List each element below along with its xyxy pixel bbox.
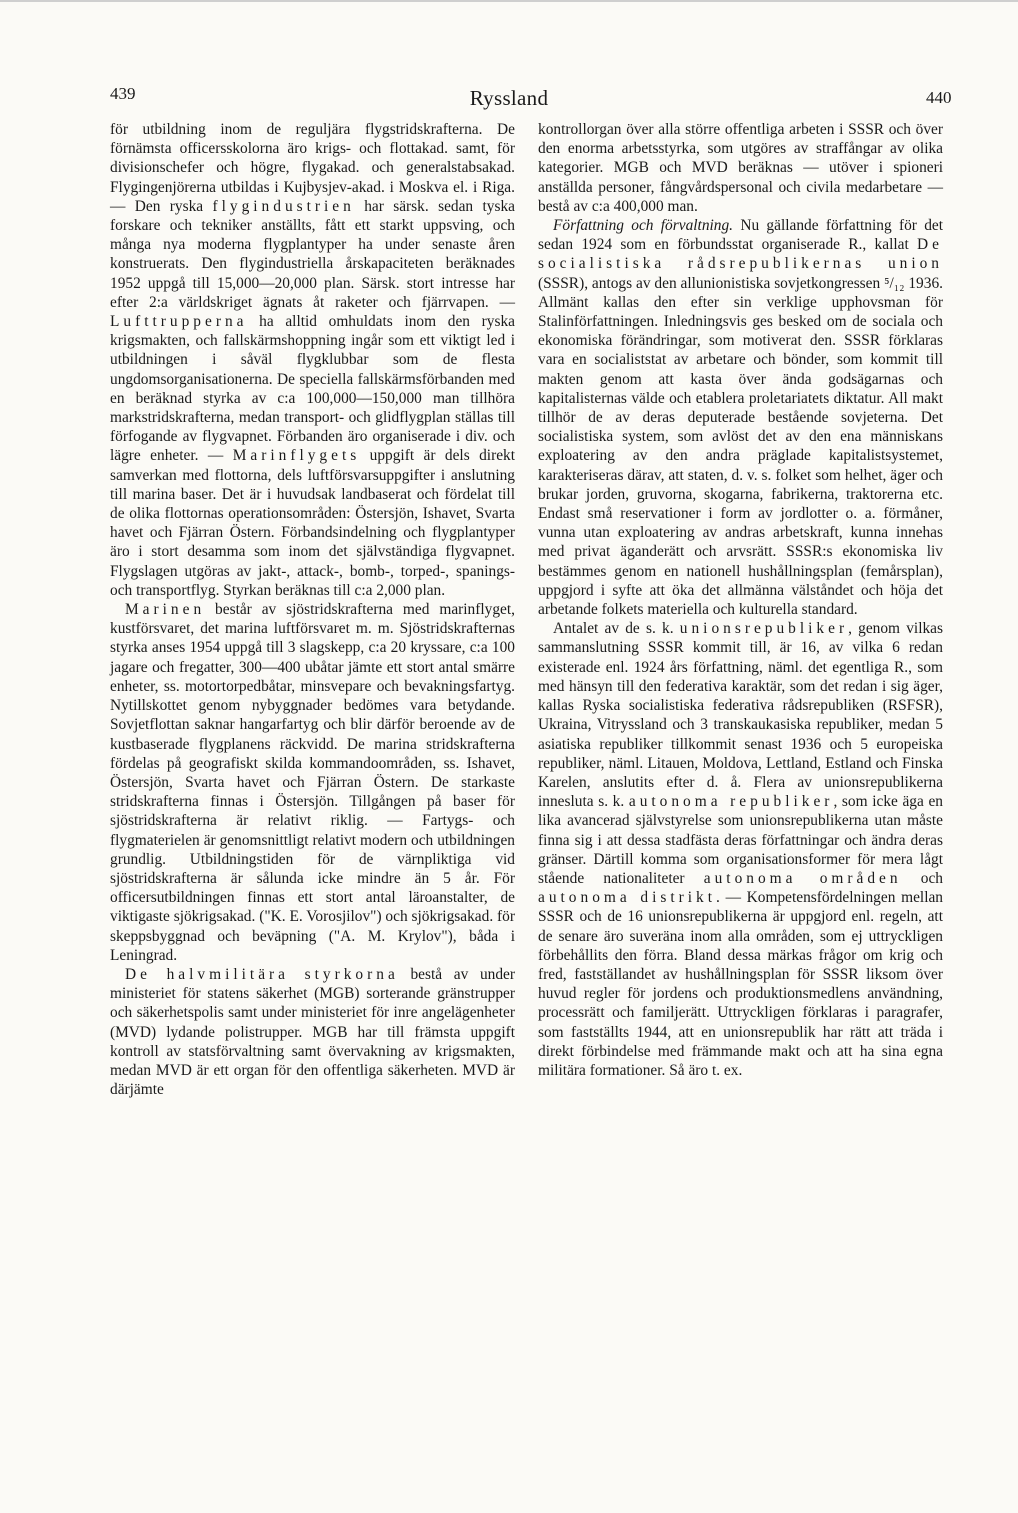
text-run: . — Kompetensfördelningen mellan SSSR och de 16 unionsrepublikerna är uppgjord enl. regeln, att de senare äro suveräna inom alla områden, som ej uttryckligen förbehållits den förra. Bland dessa märkas frågor om krig och fred, fastställandet av hushållningsplan för SSSR liksom över huvud regler för jordens och produktionsmedlens användning, processrätt och familjerätt. Uttryckligen förklaras i paragrafer, som fastställts 1944, att en unionsrepublik har rätt att träda i direkt förbindelse med främmande makt och att ha sina egna militära formationer. Så äro t. ex. — [538, 889, 943, 1079]
right-page-number: 440 — [926, 88, 952, 107]
left-column — [110, 120, 515, 1099]
paragraph — [538, 120, 943, 216]
spaced-term: De halvmilitära styrkorna — [125, 965, 399, 983]
top-border-line — [0, 0, 1018, 2]
text-run: (SSSR), antogs av den allunionistiska sovjetkongressen ⁵/₁₂ 1936. Allmänt kallas den efter sin verklige upphovsman för Stalinförfattningen. Inledningsvis ges besked om de sociala och ekonomiska förändringar, som motiverat den. SSSR förklaras vara en socialiststat av arbetare och bönder, som kommit till makten genom att kasta över ända godsägarnas och kapitalisternas välde och etablera proletariatets diktatur. All makt tillhör de av deras deputerade bestående sovjeterna. Det socialistiska system, som avlöst det av den ena människans exploatering av den andra präglade kapitalistsystemet, karakteriseras därav, att staten, d. v. s. folket som helhet, äger och brukar jorden, gruvorna, skogarna, fabrikerna, traktorerna etc. Endast små reservationer i form av jordlotter o. a. förmåner, vunna utan exploatering av andras arbetskraft, kunna innehas med privat äganderätt och arvsrätt. SSSR:s ekonomiska liv bestämmes genom en nationell hushållningsplan (femårsplan), uppgjord i syfte att öka det allmänna välståndet och höja det arbetande folkets materiella och kulturella standard. — [538, 274, 943, 619]
text-run: Nu gällande författning för det sedan 1924 som en förbundsstat organiserade R., kallat — [538, 217, 943, 254]
spaced-term: autonoma republiker — [628, 793, 834, 811]
running-head: Ryssland — [469, 86, 549, 110]
text-run: har särsk. sedan tyska forskare och tekniker anställts, fått ett starkt uppsving, och många nya moderna flygplantyper ha under senaste åren konstruerats. Den flygindustriella årskapaciteten beräknades 1952 uppgå till 15,000—20,000 plan. Särsk. stort intresse har efter 2:a världskriget ägnats åt raketer och fjärrvapen. — — [110, 197, 515, 311]
text-run: , genom vilkas sammanslutning SSSR kommit till, är 16, av vilka 6 redan existerade enl. 1924 års författning, näml. det egentliga R., som med hänsyn till den federativa karaktär, som det redan i sig äger, kallas Ryska socialistiska federativa rådsrepubliken (RSFSR), Ukraina, Vitryssland och 3 transkaukasiska republiker, medan 5 asiatiska republiker tillkommit senast 1936 och 5 europeiska republiker, näml. Litauen, Moldova, Lettland, Estland och Finska Karelen, anslutits efter d. å. Flera av unionsrepublikerna inneslutа s. k. — [538, 620, 943, 811]
spaced-term: De socialistiska rådsrepublikernas union — [538, 236, 943, 273]
spaced-term: Marinen — [125, 601, 206, 619]
spaced-term: Lufttrupperna — [110, 313, 248, 331]
paragraph — [110, 600, 515, 965]
text-run: består av sjöstridskrafterna med marinflyget, kustförsvaret, det marina luftförsvaret m. m. Sjöstridskrafternas styrka anses 1954 uppgå till 3 slagskepp, c:a 20 kryssare, c:a 100 jagare och fregatter, 300—400 ubåtar jämte ett stort antal smärre enheter, ss. motortorpedbåtar, minsvepare och bevakningsfartyg. Nytillskottet genom nybyggnader bedömes vara betydande. Sovjetflottan saknar hangarfartyg och blir därför beroende av de kustbaserade flygplanens räckvidd. De marina stridskrafterna fördelas på geografiskt skilda kommandoområden, ss. Ishavet, Östersjön, Svarta havet och Fjärran Östern. De starkaste stridskrafterna finnas i Östersjön. Tillgången på baser för sjöstridskrafterna är relativt riklig. — Fartygs- och flygmaterielen är genomsnittligt relativt modern och utbildningen grundlig. Utbildningstiden för de värnpliktiga vid sjöstridskrafterna är sålunda icke mindre än 5 år. För officersutbildningen finnas ett stort antal läroanstalter, de viktigaste sjökrigsakad. ("K. E. Vorosjilov") och sjökrigsakad. för skeppsbyggnad och beväpning ("A. M. Krylov"), båda i Leningrad. — [110, 601, 515, 964]
text-run: , som icke äga en lika avancerad självstyrelse som unionsrepublikerna utan måste finna sig i att dessa stadfästa deras författningar och ändra deras gränser. Därtill komma som organisationsformer för mera lågt stående nationaliteter — [538, 793, 943, 887]
spaced-term: autonoma distrikt — [538, 889, 717, 907]
text-run: Antalet av de s. k. — [553, 620, 680, 638]
text-run: för utbildning inom de reguljära flygstridskrafterna. De förnämsta officersskolorna äro krigs- och flottakad. samt, för divisionschefer och högre, flygakad. och generalstabsakad. Flygingenjörerna utbildas i Kujbysjev-akad. i Moskva el. i Riga. — Den ryska — [110, 121, 515, 215]
right-column — [538, 120, 943, 1080]
paragraph — [538, 216, 943, 619]
section-heading: Författning och förvaltning. — [553, 217, 734, 235]
left-page-number: 439 — [110, 84, 136, 103]
spaced-term: flygindustrien — [212, 197, 355, 215]
paragraph — [110, 120, 515, 600]
text-run: bestå av under ministeriet för statens säkerhet (MGB) sorterande gränstrupper och säkerhetspolis samt under ministeriet för inre angelägenheter (MVD) lydande polistrupper. MGB har till främsta uppgift kontroll av statsförvaltning samt övervakning av krigsmakten, medan MVD är ett organ för den offentliga säkerheten. MVD är därjämte — [110, 965, 515, 1099]
text-run: ha alltid omhuldats inom den ryska krigsmakten, och fallskärmshoppning ingår som ett viktigt led i utbildningen i såväl flygklubbar som de flesta ungdomsorganisationerna. De speciella fallskärmsförbanden med en beräknad styrka av c:a 100,000—150,000 man tillhöra markstridskrafterna, medan transport- och glidflygplan ställas till förfogande av flygvapnet. Förbanden äro organiserade i div. och lägre enheter. — — [110, 313, 515, 465]
paragraph — [538, 619, 943, 1080]
paragraph — [110, 965, 515, 1099]
text-run: och — [901, 869, 943, 887]
text-run: uppgift är dels direkt samverkan med flottorna, dels luftförsvarsuppgifter i anslutning till marina baser. Det är i huvudsak landbaserat och fördelat till de olika flottornas operationsområden: Östersjön, Ishavet, Svarta havet och Fjärran Östern. Förbandsindelning och flygplantyper äro i stort desamma som inom det självständiga flygvapnet. Flygslagen utgöras av jakt-, attack-, bomb-, torped-, spanings- och transportflyg. Styrkan beräknas till c:a 2,000 plan. — [110, 447, 516, 599]
spaced-term: autonoma områden — [703, 869, 902, 887]
spaced-term: unionsrepubliker — [679, 620, 849, 638]
text-run: kontrollorgan över alla större offentliga arbeten i SSSR och över den enorma arbetsstyrka, som utgöres av straffångar av olika kategorier. MGB och MVD beräknas — utöver i spioneri anställda personer, fångvårdspersonal och civila medarbetare — bestå av c:a 400,000 man. — [538, 121, 943, 215]
spaced-term: Marinflygets — [232, 447, 361, 465]
